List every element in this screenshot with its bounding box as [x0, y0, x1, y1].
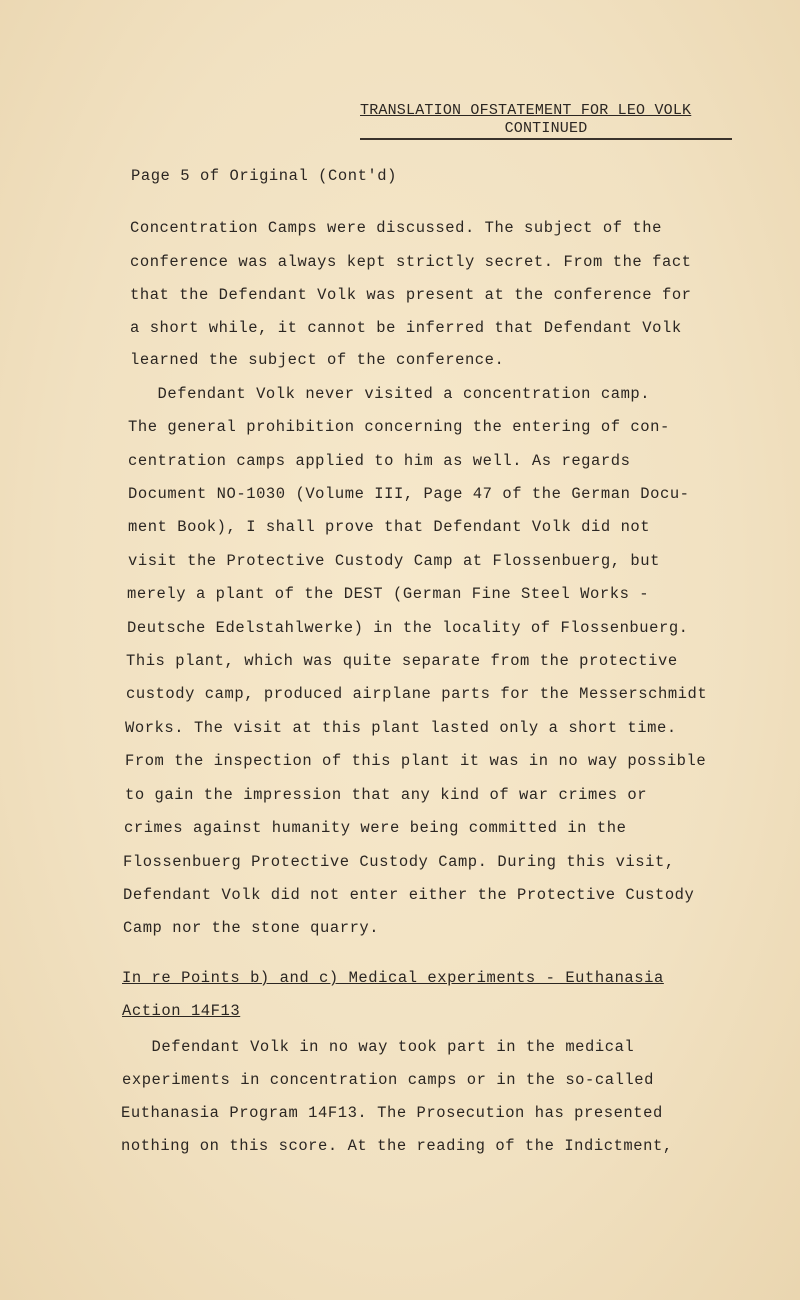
text-line: custody camp, produced airplane parts for the Messerschmidt [126, 685, 708, 703]
text-line: Concentration Camps were discussed. The subject of the [130, 219, 662, 237]
text-line: crimes against humanity were being committed in the [124, 819, 627, 837]
text-line: Defendant Volk in no way took part in the medical [122, 1038, 635, 1056]
text-line: nothing on this score. At the reading of the Indictment, [121, 1137, 673, 1155]
text-line: a short while, it cannot be inferred that Defendant Volk [130, 319, 682, 337]
text-line: Document NO-1030 (Volume III, Page 47 of the German Docu- [128, 485, 690, 503]
header-title: TRANSLATION OFSTATEMENT FOR LEO VOLK [360, 102, 692, 119]
section-heading: In re Points b) and c) Medical experiments - Euthanasia [122, 969, 664, 987]
text-line: The general prohibition concerning the entering of con- [128, 418, 670, 436]
text-line: Flossenbuerg Protective Custody Camp. During this visit, [123, 853, 675, 871]
text-line: Deutsche Edelstahlwerke) in the locality of Flossenbuerg. [127, 619, 689, 637]
text-line: experiments in concentration camps or in the so-called [122, 1071, 654, 1089]
text-line: Works. The visit at this plant lasted only a short time. [125, 719, 677, 737]
page-reference: Page 5 of Original (Cont'd) [131, 167, 397, 185]
text-line: visit the Protective Custody Camp at Flossenbuerg, but [128, 552, 660, 570]
text-line: Defendant Volk never visited a concentration camp. [128, 385, 651, 403]
text-line: learned the subject of the conference. [130, 351, 505, 369]
text-line: Camp nor the stone quarry. [123, 919, 380, 937]
text-line: Euthanasia Program 14F13. The Prosecution has presented [121, 1104, 663, 1122]
text-line: Defendant Volk did not enter either the Protective Custody [123, 886, 695, 904]
text-line: centration camps applied to him as well. As regards [128, 452, 631, 470]
text-line: that the Defendant Volk was present at the conference for [130, 286, 692, 304]
header-continued: CONTINUED [504, 120, 588, 137]
text-line: conference was always kept strictly secret. From the fact [130, 253, 692, 271]
header-rule [360, 138, 732, 140]
text-line: From the inspection of this plant it was in no way possible [125, 752, 707, 770]
text-line: This plant, which was quite separate from the protective [126, 652, 678, 670]
text-line: to gain the impression that any kind of war crimes or [125, 786, 648, 804]
document-header [360, 102, 732, 140]
text-line: merely a plant of the DEST (German Fine Steel Works - [127, 585, 650, 603]
section-heading: Action 14F13 [122, 1002, 241, 1020]
text-line: ment Book), I shall prove that Defendant Volk did not [128, 518, 651, 536]
